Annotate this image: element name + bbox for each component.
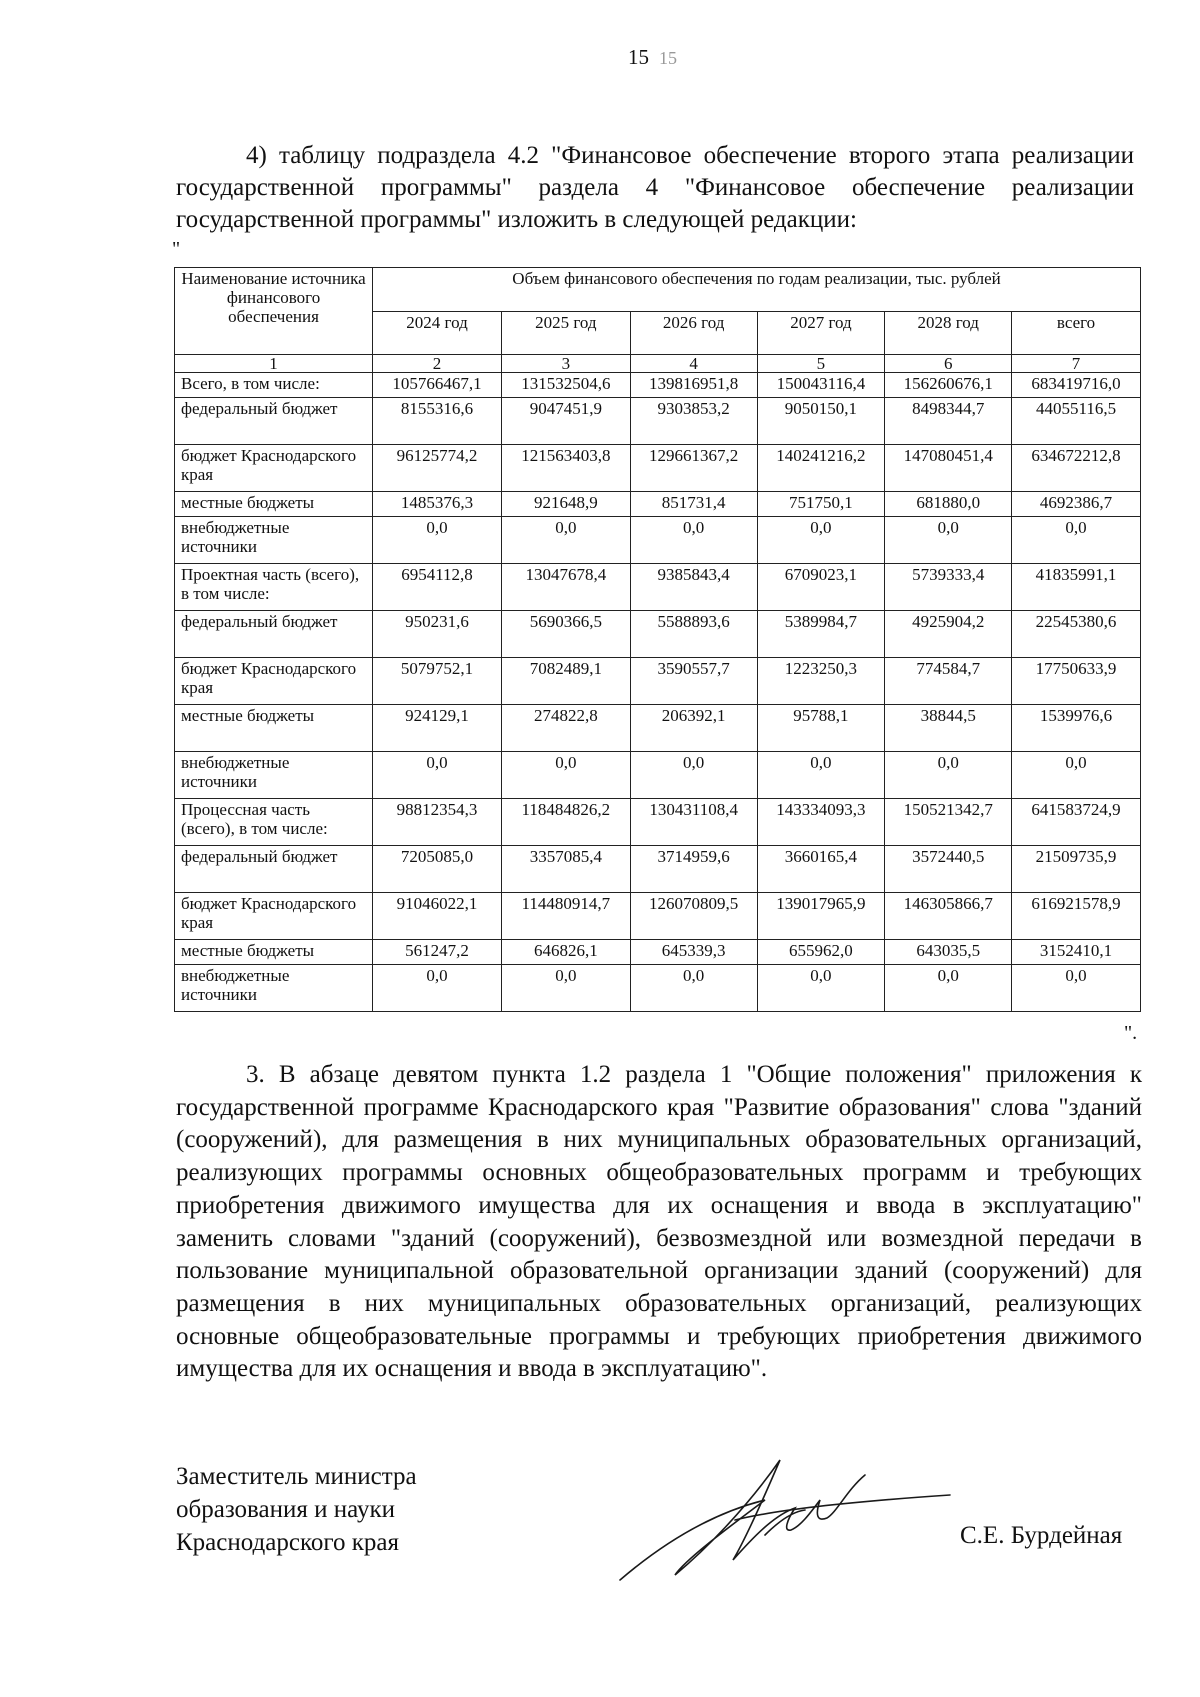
table-row <box>175 799 1141 846</box>
table-row <box>175 658 1141 705</box>
value-cell: 156260676,1 <box>885 373 1012 398</box>
value-cell: 95788,1 <box>757 705 885 752</box>
value-cell: 5389984,7 <box>757 611 885 658</box>
row-label-cell: бюджет Краснодарского края <box>175 445 373 492</box>
column-number-cell: 3 <box>501 355 630 373</box>
table-row <box>175 846 1141 893</box>
quote-close-mark: ". <box>1124 1022 1138 1044</box>
header-source-cell: Наименование источника финансового обеспечения <box>175 268 373 355</box>
paragraph-3: 3. В абзаце девятом пункта 1.2 раздела 1 "Общие положения" приложения к государственной программе Краснодарского края "Развитие образования" слова "зданий (сооружений), для размещения в них муниципальных образовательных организаций, реализующих программы основных общеобразовательных программ и требующих приобретения движимого имущества для их оснащения и ввода в эксплуатацию" заменить словами "зданий (сооружений), безвозмездной или возмездной передачи в пользование муниципальной образовательной организации зданий (сооружений) для размещения в них муниципальных образовательных организаций, реализующих основные общеобразовательные программы и требующих приобретения движимого имущества для их оснащения и ввода в эксплуатацию". <box>176 1061 1142 1383</box>
table-row <box>175 445 1141 492</box>
value-cell: 0,0 <box>757 752 885 799</box>
value-cell: 130431108,4 <box>630 799 757 846</box>
table-row <box>175 398 1141 445</box>
page-number-value: 15 <box>628 45 649 69</box>
value-cell: 22545380,6 <box>1012 611 1141 658</box>
value-cell: 6709023,1 <box>757 564 885 611</box>
value-cell: 96125774,2 <box>373 445 502 492</box>
table-row <box>175 611 1141 658</box>
column-number-cell: 6 <box>885 355 1012 373</box>
value-cell: 561247,2 <box>373 940 502 965</box>
value-cell: 634672212,8 <box>1012 445 1141 492</box>
row-label-cell: внебюджетные источники <box>175 517 373 564</box>
row-label-cell: Проектная часть (всего), в том числе: <box>175 564 373 611</box>
table-header-row <box>175 268 1141 312</box>
value-cell: 9047451,9 <box>501 398 630 445</box>
column-number-cell: 7 <box>1012 355 1141 373</box>
value-cell: 646826,1 <box>501 940 630 965</box>
value-cell: 147080451,4 <box>885 445 1012 492</box>
value-cell: 921648,9 <box>501 492 630 517</box>
value-cell: 641583724,9 <box>1012 799 1141 846</box>
value-cell: 0,0 <box>501 517 630 564</box>
header-volume-cell: Объем финансового обеспечения по годам реализации, тыс. рублей <box>373 268 1141 312</box>
year-header-cell: всего <box>1012 311 1141 355</box>
value-cell: 0,0 <box>885 752 1012 799</box>
value-cell: 0,0 <box>630 517 757 564</box>
intro-paragraph: 4) таблицу подраздела 4.2 "Финансовое обеспечение второго этапа реализации государственной программы" раздела 4 "Финансовое обеспечение реализации государственной программы" изложить в следующей редакции: <box>176 142 1134 233</box>
value-cell: 121563403,8 <box>501 445 630 492</box>
value-cell: 0,0 <box>757 517 885 564</box>
value-cell: 0,0 <box>885 517 1012 564</box>
table-row <box>175 940 1141 965</box>
value-cell: 950231,6 <box>373 611 502 658</box>
value-cell: 3590557,7 <box>630 658 757 705</box>
row-label-cell: бюджет Краснодарского края <box>175 658 373 705</box>
value-cell: 4692386,7 <box>1012 492 1141 517</box>
column-number-cell: 5 <box>757 355 885 373</box>
value-cell: 6954112,8 <box>373 564 502 611</box>
value-cell: 150521342,7 <box>885 799 1012 846</box>
value-cell: 0,0 <box>757 965 885 1012</box>
table-row <box>175 492 1141 517</box>
value-cell: 7205085,0 <box>373 846 502 893</box>
value-cell: 645339,3 <box>630 940 757 965</box>
year-header-cell: 2025 год <box>501 311 630 355</box>
year-header-cell: 2026 год <box>630 311 757 355</box>
value-cell: 3714959,6 <box>630 846 757 893</box>
value-cell: 146305866,7 <box>885 893 1012 940</box>
value-cell: 0,0 <box>501 965 630 1012</box>
value-cell: 643035,5 <box>885 940 1012 965</box>
value-cell: 774584,7 <box>885 658 1012 705</box>
value-cell: 131532504,6 <box>501 373 630 398</box>
value-cell: 1223250,3 <box>757 658 885 705</box>
value-cell: 5739333,4 <box>885 564 1012 611</box>
value-cell: 4925904,2 <box>885 611 1012 658</box>
signatory-position <box>176 1460 417 1559</box>
value-cell: 150043116,4 <box>757 373 885 398</box>
value-cell: 98812354,3 <box>373 799 502 846</box>
column-number-cell: 1 <box>175 355 373 373</box>
value-cell: 751750,1 <box>757 492 885 517</box>
value-cell: 139816951,8 <box>630 373 757 398</box>
row-label-cell: бюджет Краснодарского края <box>175 893 373 940</box>
position-line: Краснодарского края <box>176 1529 399 1556</box>
value-cell: 3572440,5 <box>885 846 1012 893</box>
value-cell: 0,0 <box>373 752 502 799</box>
table-row <box>175 705 1141 752</box>
page-number <box>628 45 677 70</box>
quote-open-mark: " <box>172 238 181 260</box>
value-cell: 7082489,1 <box>501 658 630 705</box>
value-cell: 274822,8 <box>501 705 630 752</box>
value-cell: 38844,5 <box>885 705 1012 752</box>
row-label-cell: местные бюджеты <box>175 492 373 517</box>
value-cell: 0,0 <box>630 965 757 1012</box>
value-cell: 9303853,2 <box>630 398 757 445</box>
value-cell: 8155316,6 <box>373 398 502 445</box>
value-cell: 0,0 <box>373 965 502 1012</box>
value-cell: 126070809,5 <box>630 893 757 940</box>
value-cell: 681880,0 <box>885 492 1012 517</box>
row-label-cell: местные бюджеты <box>175 940 373 965</box>
value-cell: 683419716,0 <box>1012 373 1141 398</box>
row-label-cell: внебюджетные источники <box>175 965 373 1012</box>
signatory-name: С.Е. Бурдейная <box>960 1522 1123 1549</box>
value-cell: 129661367,2 <box>630 445 757 492</box>
table-row <box>175 373 1141 398</box>
value-cell: 5588893,6 <box>630 611 757 658</box>
year-header-cell: 2028 год <box>885 311 1012 355</box>
value-cell: 13047678,4 <box>501 564 630 611</box>
value-cell: 17750633,9 <box>1012 658 1141 705</box>
row-label-cell: внебюджетные источники <box>175 752 373 799</box>
value-cell: 114480914,7 <box>501 893 630 940</box>
column-number-cell: 4 <box>630 355 757 373</box>
row-label-cell: федеральный бюджет <box>175 398 373 445</box>
value-cell: 1539976,6 <box>1012 705 1141 752</box>
page-number-faint: 15 <box>659 48 677 68</box>
year-header-cell: 2024 год <box>373 311 502 355</box>
handwritten-signature <box>615 1440 955 1590</box>
position-line: образования и науки <box>176 1496 395 1523</box>
value-cell: 655962,0 <box>757 940 885 965</box>
value-cell: 0,0 <box>1012 965 1141 1012</box>
value-cell: 0,0 <box>1012 517 1141 564</box>
financing-table <box>174 267 1141 1012</box>
row-label-cell: федеральный бюджет <box>175 846 373 893</box>
value-cell: 139017965,9 <box>757 893 885 940</box>
value-cell: 3357085,4 <box>501 846 630 893</box>
value-cell: 5079752,1 <box>373 658 502 705</box>
value-cell: 0,0 <box>501 752 630 799</box>
table-row <box>175 517 1141 564</box>
row-label-cell: местные бюджеты <box>175 705 373 752</box>
table-row <box>175 752 1141 799</box>
row-label-cell: Всего, в том числе: <box>175 373 373 398</box>
value-cell: 0,0 <box>630 752 757 799</box>
table-row <box>175 965 1141 1012</box>
value-cell: 3660165,4 <box>757 846 885 893</box>
value-cell: 9050150,1 <box>757 398 885 445</box>
column-number-row <box>175 355 1141 373</box>
row-label-cell: Процессная часть (всего), в том числе: <box>175 799 373 846</box>
value-cell: 91046022,1 <box>373 893 502 940</box>
value-cell: 41835991,1 <box>1012 564 1141 611</box>
column-number-cell: 2 <box>373 355 502 373</box>
value-cell: 3152410,1 <box>1012 940 1141 965</box>
row-label-cell: федеральный бюджет <box>175 611 373 658</box>
value-cell: 851731,4 <box>630 492 757 517</box>
value-cell: 44055116,5 <box>1012 398 1141 445</box>
value-cell: 8498344,7 <box>885 398 1012 445</box>
year-header-cell: 2027 год <box>757 311 885 355</box>
value-cell: 0,0 <box>1012 752 1141 799</box>
value-cell: 5690366,5 <box>501 611 630 658</box>
value-cell: 140241216,2 <box>757 445 885 492</box>
value-cell: 206392,1 <box>630 705 757 752</box>
table-row <box>175 564 1141 611</box>
value-cell: 105766467,1 <box>373 373 502 398</box>
value-cell: 143334093,3 <box>757 799 885 846</box>
value-cell: 118484826,2 <box>501 799 630 846</box>
position-line: Заместитель министра <box>176 1463 417 1490</box>
value-cell: 0,0 <box>373 517 502 564</box>
value-cell: 9385843,4 <box>630 564 757 611</box>
value-cell: 924129,1 <box>373 705 502 752</box>
table-row <box>175 893 1141 940</box>
value-cell: 21509735,9 <box>1012 846 1141 893</box>
value-cell: 616921578,9 <box>1012 893 1141 940</box>
value-cell: 1485376,3 <box>373 492 502 517</box>
value-cell: 0,0 <box>885 965 1012 1012</box>
